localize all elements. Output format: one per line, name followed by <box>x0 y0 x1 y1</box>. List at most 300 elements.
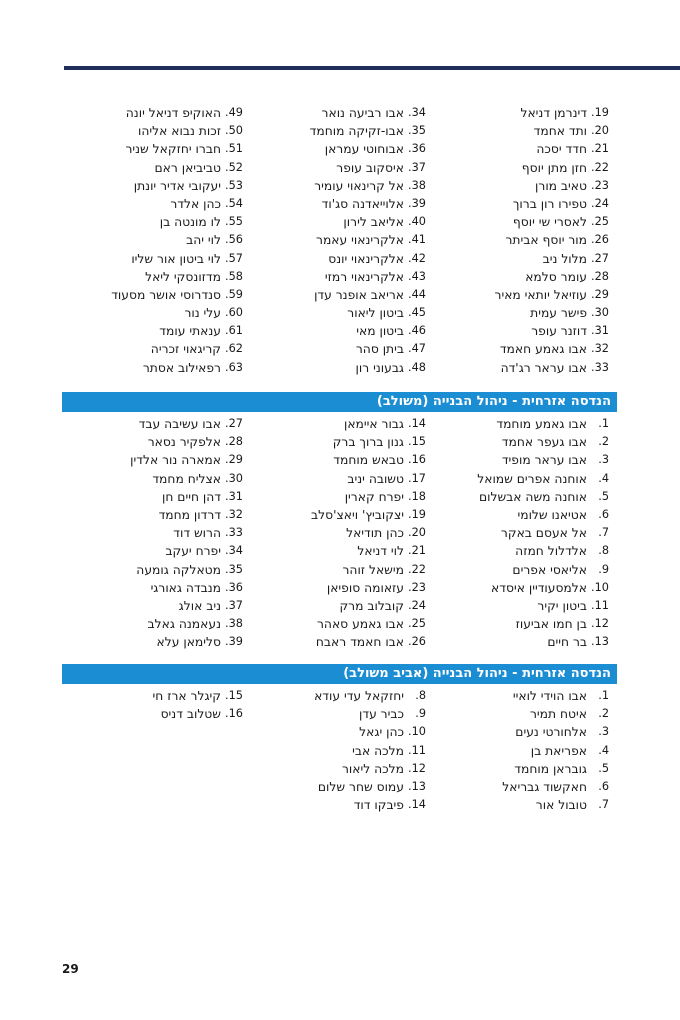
list-item-number: 40. <box>408 215 426 229</box>
list-item-number: 27. <box>225 417 243 430</box>
list-item-number: 29. <box>225 453 243 467</box>
name-columns <box>62 687 617 814</box>
list-item <box>247 104 426 122</box>
list-item-name: שטלוב דניס <box>160 707 221 722</box>
list-item-name: קיגלר ארז חי <box>152 689 221 703</box>
list-item-number: 23. <box>408 580 426 594</box>
list-item-number: 19. <box>408 507 426 521</box>
list-item <box>62 359 243 377</box>
list-item-name: טשובה יניב <box>347 471 404 486</box>
list-item-name: אמארה נור אלדין <box>130 453 221 468</box>
list-item <box>62 542 243 560</box>
list-item <box>432 506 609 524</box>
list-item <box>62 433 243 451</box>
list-item <box>432 122 609 140</box>
list-item <box>62 705 243 723</box>
list-item <box>432 250 609 268</box>
list-item <box>247 433 426 451</box>
list-item-number: 15. <box>225 689 243 702</box>
list-item-number: 36. <box>225 580 243 594</box>
list-item-number: 1. <box>598 689 609 702</box>
list-item <box>247 177 426 195</box>
list-item-number: 10. <box>408 725 426 739</box>
list-item-name: מנבדה גאורגי <box>150 580 221 595</box>
list-item-number: 53. <box>225 178 243 192</box>
list-item-name: טפירו רון ברוך <box>512 196 587 211</box>
list-item-name: אריאב אופנר עדן <box>314 287 404 302</box>
list-item-name: מדזונסקי ליאל <box>145 269 221 284</box>
list-item-number: 3. <box>598 725 609 739</box>
list-item <box>247 742 426 760</box>
list-item <box>62 470 243 488</box>
list-item <box>432 359 609 377</box>
list-item-number: 15. <box>408 435 426 449</box>
list-item <box>247 140 426 158</box>
list-item-name: לאסרי שי יוסף <box>512 215 587 230</box>
list-item <box>62 415 243 433</box>
list-item-number: 62. <box>225 342 243 356</box>
list-item-number: 54. <box>225 196 243 210</box>
list-item-number: 42. <box>408 251 426 265</box>
list-item <box>432 322 609 340</box>
list-item <box>62 506 243 524</box>
top-rule <box>64 66 680 70</box>
list-item-name: פישר עמית <box>530 306 587 321</box>
list-item-name: אבו עראר רג'דה <box>500 360 587 375</box>
list-item-number: 12. <box>591 617 609 631</box>
name-column <box>432 104 617 377</box>
list-item-name: אבו הוידי לואיי <box>512 689 587 703</box>
list-item <box>247 159 426 177</box>
list-item-number: 4. <box>598 471 609 485</box>
list-item-name: יעקובי אדיר יונתן <box>133 178 221 193</box>
list-item-number: 24. <box>591 196 609 210</box>
list-item <box>247 506 426 524</box>
list-item-name: עוזיאל יותאי מאיר <box>494 287 587 302</box>
name-column <box>62 104 247 377</box>
list-item-number: 37. <box>408 160 426 174</box>
list-item-number: 31. <box>591 324 609 338</box>
list-item <box>247 488 426 506</box>
list-item <box>247 322 426 340</box>
list-item-number: 38. <box>225 617 243 631</box>
list-item-name: כהן תודיאל <box>346 526 404 541</box>
list-item-name: ביטון ליאור <box>347 306 404 321</box>
list-item <box>62 633 243 651</box>
list-item-number: 34. <box>408 106 426 119</box>
list-item-name: יפרח יעקב <box>165 544 221 559</box>
list-item <box>432 524 609 542</box>
list-item-name: כהן יגאל <box>359 725 404 740</box>
name-column <box>247 104 432 377</box>
list-item-number: 17. <box>408 471 426 485</box>
list-item-name: ניב אולג <box>178 598 221 613</box>
list-item-number: 2. <box>598 435 609 449</box>
list-item-number: 28. <box>225 435 243 449</box>
list-item-name: אל קרינאוי עומיר <box>314 178 404 193</box>
list-item-name: לוי דניאל <box>357 544 404 559</box>
list-item-number: 51. <box>225 142 243 156</box>
list-item-number: 19. <box>591 106 609 119</box>
list-item-name: גנון ברוך ברק <box>332 435 404 450</box>
list-item-name: זכות נבוא אליהו <box>138 124 221 139</box>
list-item-number: 6. <box>598 507 609 521</box>
list-item-name: מטאלקה גומעה <box>136 562 221 577</box>
list-item <box>432 231 609 249</box>
list-item-name: טובול אור <box>535 798 587 813</box>
list-item-name: מלכה אבי <box>352 743 404 758</box>
page-number: 29 <box>62 962 79 976</box>
list-item <box>247 268 426 286</box>
list-item <box>247 286 426 304</box>
list-item-number: 11. <box>591 598 609 612</box>
list-item-number: 37. <box>225 598 243 612</box>
list-item-number: 59. <box>225 287 243 301</box>
list-item-number: 45. <box>408 306 426 320</box>
list-item-name: אליאסי אפרים <box>512 562 587 577</box>
list-item <box>62 286 243 304</box>
list-item-number: 38. <box>408 178 426 192</box>
list-item-name: יחזקאל עדי עודא <box>314 689 404 703</box>
list-item <box>432 705 609 723</box>
list-item <box>247 340 426 358</box>
list-item-name: חדד יסכה <box>536 142 587 157</box>
name-column <box>247 687 432 814</box>
list-item-number: 60. <box>225 306 243 320</box>
list-item-name: ביתן סהר <box>355 342 404 357</box>
list-item <box>432 542 609 560</box>
list-item <box>247 470 426 488</box>
list-item-number: 29. <box>591 287 609 301</box>
list-item-number: 35. <box>408 124 426 138</box>
list-item-number: 11. <box>408 743 426 757</box>
section-header: הנדסה אזרחית - ניהול הבנייה (אביב משולב) <box>62 664 617 684</box>
list-item-name: אבו גאמע חאמד <box>499 342 587 357</box>
list-item-name: אבו געפר אחמד <box>501 435 587 450</box>
list-item-name: סלימאן עלא <box>156 635 221 650</box>
list-item-number: 63. <box>225 360 243 374</box>
list-item-name: דינרמן דניאל <box>520 106 587 120</box>
list-item <box>432 597 609 615</box>
list-item <box>247 415 426 433</box>
list-item-number: 22. <box>408 562 426 576</box>
list-item-number: 12. <box>408 761 426 775</box>
list-item <box>247 633 426 651</box>
list-item-name: ביטון מאי <box>356 324 404 339</box>
list-item-number: 33. <box>225 526 243 540</box>
list-item <box>432 195 609 213</box>
list-item-number: 52. <box>225 160 243 174</box>
list-item-name: טבאש מוחמד <box>333 453 404 468</box>
list-item <box>247 524 426 542</box>
list-item-name: אוחנה משה אבשלום <box>478 489 587 504</box>
list-item-name: אליאב לירון <box>343 215 404 230</box>
list-item-name: נעאמנה גאלב <box>147 617 221 632</box>
list-item-name: דהן חיים חן <box>162 489 221 504</box>
list-item-name: אבו עשיבה עבד <box>138 417 221 431</box>
section-header: הנדסה אזרחית - ניהול הבנייה (משולב) <box>62 392 617 412</box>
list-item-number: 57. <box>225 251 243 265</box>
list-item-number: 28. <box>591 269 609 283</box>
list-item-name: מלול ניב <box>542 251 587 266</box>
list-item <box>62 304 243 322</box>
list-item <box>62 159 243 177</box>
list-item-name: האוקיפ דניאל יונה <box>125 106 221 120</box>
name-list-block-2 <box>62 392 617 651</box>
list-item-number: 14. <box>408 798 426 812</box>
list-item <box>432 561 609 579</box>
list-item-number: 41. <box>408 233 426 247</box>
name-columns <box>62 104 617 377</box>
list-item-number: 7. <box>598 798 609 812</box>
list-item <box>247 796 426 814</box>
name-list-block-1 <box>62 104 617 377</box>
list-item-number: 9. <box>415 707 426 721</box>
list-item-number: 2. <box>598 707 609 721</box>
list-item-name: טאיב מורן <box>535 178 587 193</box>
list-item <box>432 286 609 304</box>
list-item-name: אבו עראר מופיד <box>501 453 587 468</box>
list-item-name: קריגאוי זכריה <box>150 342 221 357</box>
list-item-number: 48. <box>408 360 426 374</box>
list-item-name: פיבקו דוד <box>353 798 404 813</box>
list-item <box>62 213 243 231</box>
list-item-name: יפרח קארין <box>344 489 404 504</box>
list-item-name: חזן מתן יוסף <box>521 160 587 175</box>
list-item-number: 9. <box>598 562 609 576</box>
list-item-number: 56. <box>225 233 243 247</box>
list-item-number: 25. <box>591 215 609 229</box>
list-item <box>62 488 243 506</box>
list-item-number: 5. <box>598 489 609 503</box>
list-item <box>432 579 609 597</box>
list-item <box>247 250 426 268</box>
list-item-name: אלקרינאוי יונס <box>328 251 404 266</box>
list-item-name: מלכה ליאור <box>341 761 404 776</box>
list-item-name: אלקרינאוי עאמר <box>316 233 404 248</box>
list-item-number: 25. <box>408 617 426 631</box>
list-item-name: עלי נור <box>184 306 221 321</box>
list-item-number: 3. <box>598 453 609 467</box>
list-item <box>62 231 243 249</box>
list-item-number: 26. <box>591 233 609 247</box>
list-item-name: אלפקיר נסאר <box>147 435 221 450</box>
list-item-number: 10. <box>591 580 609 594</box>
list-item-name: ותד אחמד <box>533 124 587 139</box>
list-item-name: סנדרוסי אושר מסעוד <box>111 287 221 302</box>
list-item-number: 55. <box>225 215 243 229</box>
list-item <box>247 597 426 615</box>
list-item-number: 32. <box>591 342 609 356</box>
list-item-name: אלמסעודיין איסדא <box>491 580 587 595</box>
name-column <box>247 415 432 651</box>
list-item-name: דוזנר עופר <box>531 324 587 339</box>
list-item <box>432 177 609 195</box>
name-column <box>62 687 247 814</box>
list-item-name: יצקוביץ' ויאצ'סלב <box>311 507 404 522</box>
list-item-name: אבו רביעה נואר <box>321 106 404 120</box>
list-item <box>247 195 426 213</box>
list-item <box>432 104 609 122</box>
list-item-name: אלחורטי נעים <box>515 725 587 740</box>
list-item-name: קובלוב מרק <box>339 598 404 613</box>
list-item <box>432 415 609 433</box>
list-item <box>432 451 609 469</box>
list-item-number: 14. <box>408 417 426 430</box>
list-item <box>247 359 426 377</box>
list-item-name: אבו גאמע סאהר <box>316 617 404 632</box>
list-item <box>247 705 426 723</box>
list-item-number: 49. <box>225 106 243 119</box>
list-item <box>247 213 426 231</box>
list-item <box>62 268 243 286</box>
name-columns <box>62 415 617 651</box>
list-item <box>62 104 243 122</box>
list-item <box>247 579 426 597</box>
list-item-name: ענאתי עומד <box>159 324 221 339</box>
list-item-number: 8. <box>598 544 609 558</box>
list-item-name: אלוייאדנה סג'וד <box>321 196 404 211</box>
list-item-number: 13. <box>408 779 426 793</box>
list-item-number: 7. <box>598 526 609 540</box>
list-item-name: אלדלול חמזה <box>515 544 587 559</box>
list-item-name: מור יוסף אביתר <box>505 233 587 248</box>
list-item <box>62 579 243 597</box>
list-item <box>432 778 609 796</box>
list-item <box>432 742 609 760</box>
list-item <box>62 177 243 195</box>
list-item-name: אבו גאמע מוחמד <box>496 417 587 431</box>
list-item <box>62 597 243 615</box>
list-item <box>62 451 243 469</box>
list-item <box>432 488 609 506</box>
name-list-block-3 <box>62 664 617 814</box>
list-item <box>432 340 609 358</box>
list-item <box>247 304 426 322</box>
list-item-name: חאקשוד גבריאל <box>502 779 587 794</box>
list-item-number: 5. <box>598 761 609 775</box>
list-item-number: 58. <box>225 269 243 283</box>
list-item <box>247 723 426 741</box>
list-item-number: 46. <box>408 324 426 338</box>
list-item-number: 39. <box>408 196 426 210</box>
list-item-number: 34. <box>225 544 243 558</box>
list-item-number: 39. <box>225 635 243 649</box>
list-item-name: חברו יחזקאל שניר <box>125 142 221 157</box>
list-item-name: טביביאן ראם <box>154 160 221 175</box>
list-item-number: 22. <box>591 160 609 174</box>
list-item <box>247 122 426 140</box>
list-item-name: עזאומה סופיאן <box>326 580 404 595</box>
list-item <box>62 687 243 705</box>
list-item <box>432 140 609 158</box>
list-item <box>247 542 426 560</box>
list-item-name: לו מונטה בן <box>159 215 221 230</box>
list-item <box>247 778 426 796</box>
list-item <box>247 451 426 469</box>
list-item-name: לוי ביטון אור שליו <box>131 251 221 266</box>
list-item-name: לוי יהב <box>186 233 221 248</box>
list-item-name: עמוס שחר שלום <box>317 779 404 794</box>
list-item-number: 36. <box>408 142 426 156</box>
list-item-name: בר חיים <box>547 635 587 650</box>
list-item-name: אבו חאמד ראבח <box>315 635 404 650</box>
list-item-name: אפריאת בן <box>530 743 587 758</box>
list-item-name: ביטון יקיר <box>537 598 587 613</box>
list-item <box>432 760 609 778</box>
list-item-name: אלקרינאוי רמזי <box>324 269 404 284</box>
list-item-name: אל אעסם באקר <box>500 526 587 541</box>
list-item-name: בן חמו אביעוז <box>515 617 587 632</box>
list-item <box>62 615 243 633</box>
list-item <box>62 340 243 358</box>
list-item-name: אבו-זקיקה מוחמד <box>309 124 404 139</box>
list-item-name: רפאילוב אסתר <box>142 360 221 375</box>
list-item-number: 26. <box>408 635 426 649</box>
list-item <box>247 615 426 633</box>
list-item <box>62 122 243 140</box>
list-item-name: גבור איימאן <box>343 417 404 431</box>
list-item-name: עומר סלמא <box>525 269 587 284</box>
list-item <box>432 470 609 488</box>
list-item <box>432 615 609 633</box>
list-item-name: אוחנה אפרים שמואל <box>477 471 587 486</box>
list-item <box>247 687 426 705</box>
list-item-name: דרדון מחמד <box>158 507 221 522</box>
list-item-number: 1. <box>598 417 609 430</box>
list-item-number: 61. <box>225 324 243 338</box>
list-item <box>62 140 243 158</box>
list-item <box>432 433 609 451</box>
list-item-number: 47. <box>408 342 426 356</box>
list-item-number: 31. <box>225 489 243 503</box>
list-item-number: 32. <box>225 507 243 521</box>
list-item <box>432 159 609 177</box>
list-item-number: 6. <box>598 779 609 793</box>
list-item-name: גובראן מוחמד <box>514 761 587 776</box>
list-item <box>62 195 243 213</box>
name-column <box>62 415 247 651</box>
list-item-number: 23. <box>591 178 609 192</box>
list-item-name: מישאל זוהר <box>342 562 404 577</box>
list-item-name: הרוש דוד <box>173 526 221 541</box>
list-item-number: 4. <box>598 743 609 757</box>
list-item-number: 8. <box>415 689 426 702</box>
list-item-name: גבעוני רון <box>355 360 404 375</box>
list-item <box>432 796 609 814</box>
list-item-number: 44. <box>408 287 426 301</box>
list-item-number: 21. <box>408 544 426 558</box>
list-item <box>247 231 426 249</box>
list-item-number: 21. <box>591 142 609 156</box>
list-item-name: אטיאנו שלומי <box>517 507 587 522</box>
list-item <box>247 760 426 778</box>
list-item <box>432 268 609 286</box>
list-item-number: 33. <box>591 360 609 374</box>
list-item-number: 16. <box>225 707 243 721</box>
list-item <box>432 304 609 322</box>
list-item <box>432 723 609 741</box>
list-item <box>432 687 609 705</box>
list-item <box>247 561 426 579</box>
list-item <box>62 524 243 542</box>
list-item-number: 50. <box>225 124 243 138</box>
name-column <box>432 687 617 814</box>
name-column <box>432 415 617 651</box>
list-item-number: 30. <box>591 306 609 320</box>
list-item-number: 30. <box>225 471 243 485</box>
list-item-number: 27. <box>591 251 609 265</box>
